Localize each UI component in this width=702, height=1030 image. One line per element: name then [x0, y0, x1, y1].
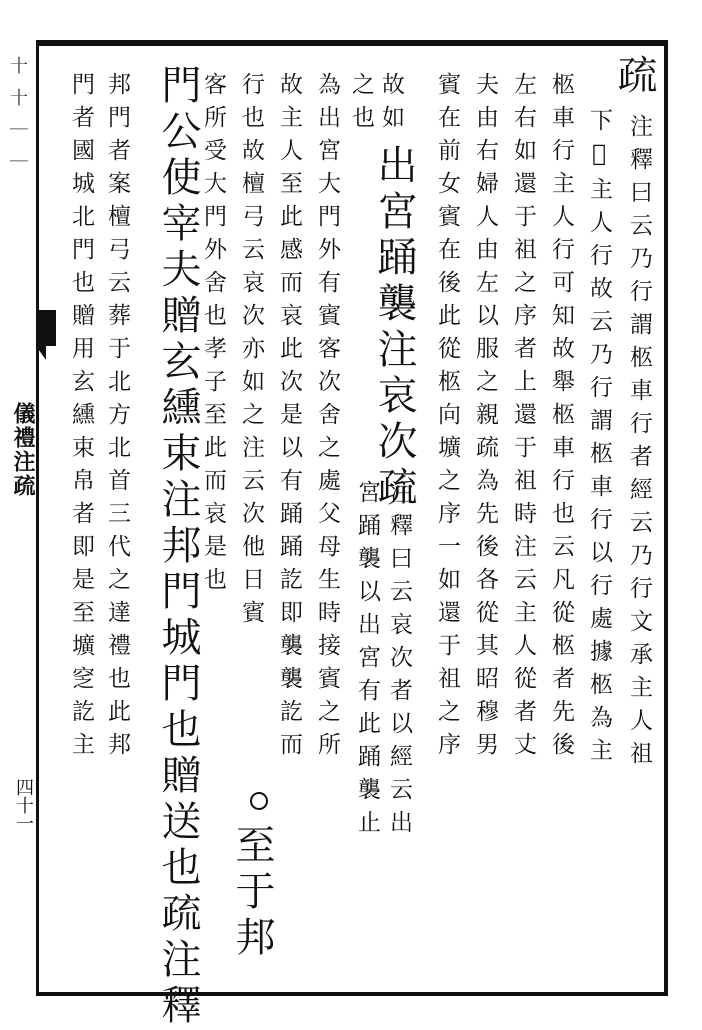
text-column-5: 夫由右婦人由左以服之親疏為先後各從其昭穆男	[472, 72, 498, 765]
text-column-7-tail-b: 宮踊襲以出宮有此踊襲止	[354, 480, 380, 843]
text-column-7-top-a: 故如	[378, 72, 404, 138]
text-column-7-tail-a: 注釋曰云哀次者以經云出	[386, 480, 412, 843]
text-column-2: 下𦆵主人行故云乃行謂柩車行以行處據柩為主	[586, 108, 612, 771]
text-column-8: 為出宮大門外有賓客次舍之處父母生時接賓之所	[314, 72, 340, 765]
text-column-7-main: 出宮踊襲注哀次疏	[371, 144, 417, 512]
text-column-4: 左右如還于祖之序者上還于祖時注云主人從者丈	[510, 72, 536, 765]
text-column-10-end: 至于邦	[229, 824, 275, 962]
text-column-11: 客所受大門外舍也孝子至此而哀是也	[200, 72, 226, 600]
text-column-3: 柩車行主人行可知故舉柩車行也云凡從柩者先後	[548, 72, 574, 765]
page-frame	[36, 40, 668, 1030]
fish-tail-point	[36, 346, 46, 360]
text-column-13: 邦門者案檀弓云葬于北方北首三代之達禮也此邦	[104, 72, 130, 765]
text-column-1-body: 注釋曰云乃行謂柩車行者經云乃行文承主人祖	[626, 114, 652, 774]
text-column-1	[611, 54, 657, 100]
circle-icon	[250, 792, 268, 810]
left-border	[36, 40, 39, 996]
text-column-9: 故主人至此感而哀此次是以有踊踊訖即襲襲訖而	[276, 72, 302, 765]
page-number: 四十一	[13, 778, 34, 832]
text-column-10: 行也故檀弓云哀次亦如之注云次他日賓	[238, 72, 264, 633]
right-border	[664, 40, 668, 996]
text-column-14: 門者國城北門也贈用玄纁束帛者即是至壙窆訖主	[68, 72, 94, 765]
fish-tail-mark	[36, 310, 56, 346]
margin-marks: 十十｜｜	[7, 56, 28, 184]
bottom-border	[36, 992, 668, 996]
top-border	[36, 40, 668, 46]
book-title: 儀禮注疏	[10, 402, 36, 498]
text-column-7-top-b: 之也	[348, 72, 374, 138]
circle-marker	[250, 792, 268, 810]
text-column-6: 賓在前女賓在後此從柩向壙之序一如還于祖之序	[434, 72, 460, 765]
section-heading: 疏	[611, 54, 657, 100]
text-column-12: 門公使宰夫贈玄纁束注邦門城門也贈送也疏注釋	[155, 64, 201, 1030]
